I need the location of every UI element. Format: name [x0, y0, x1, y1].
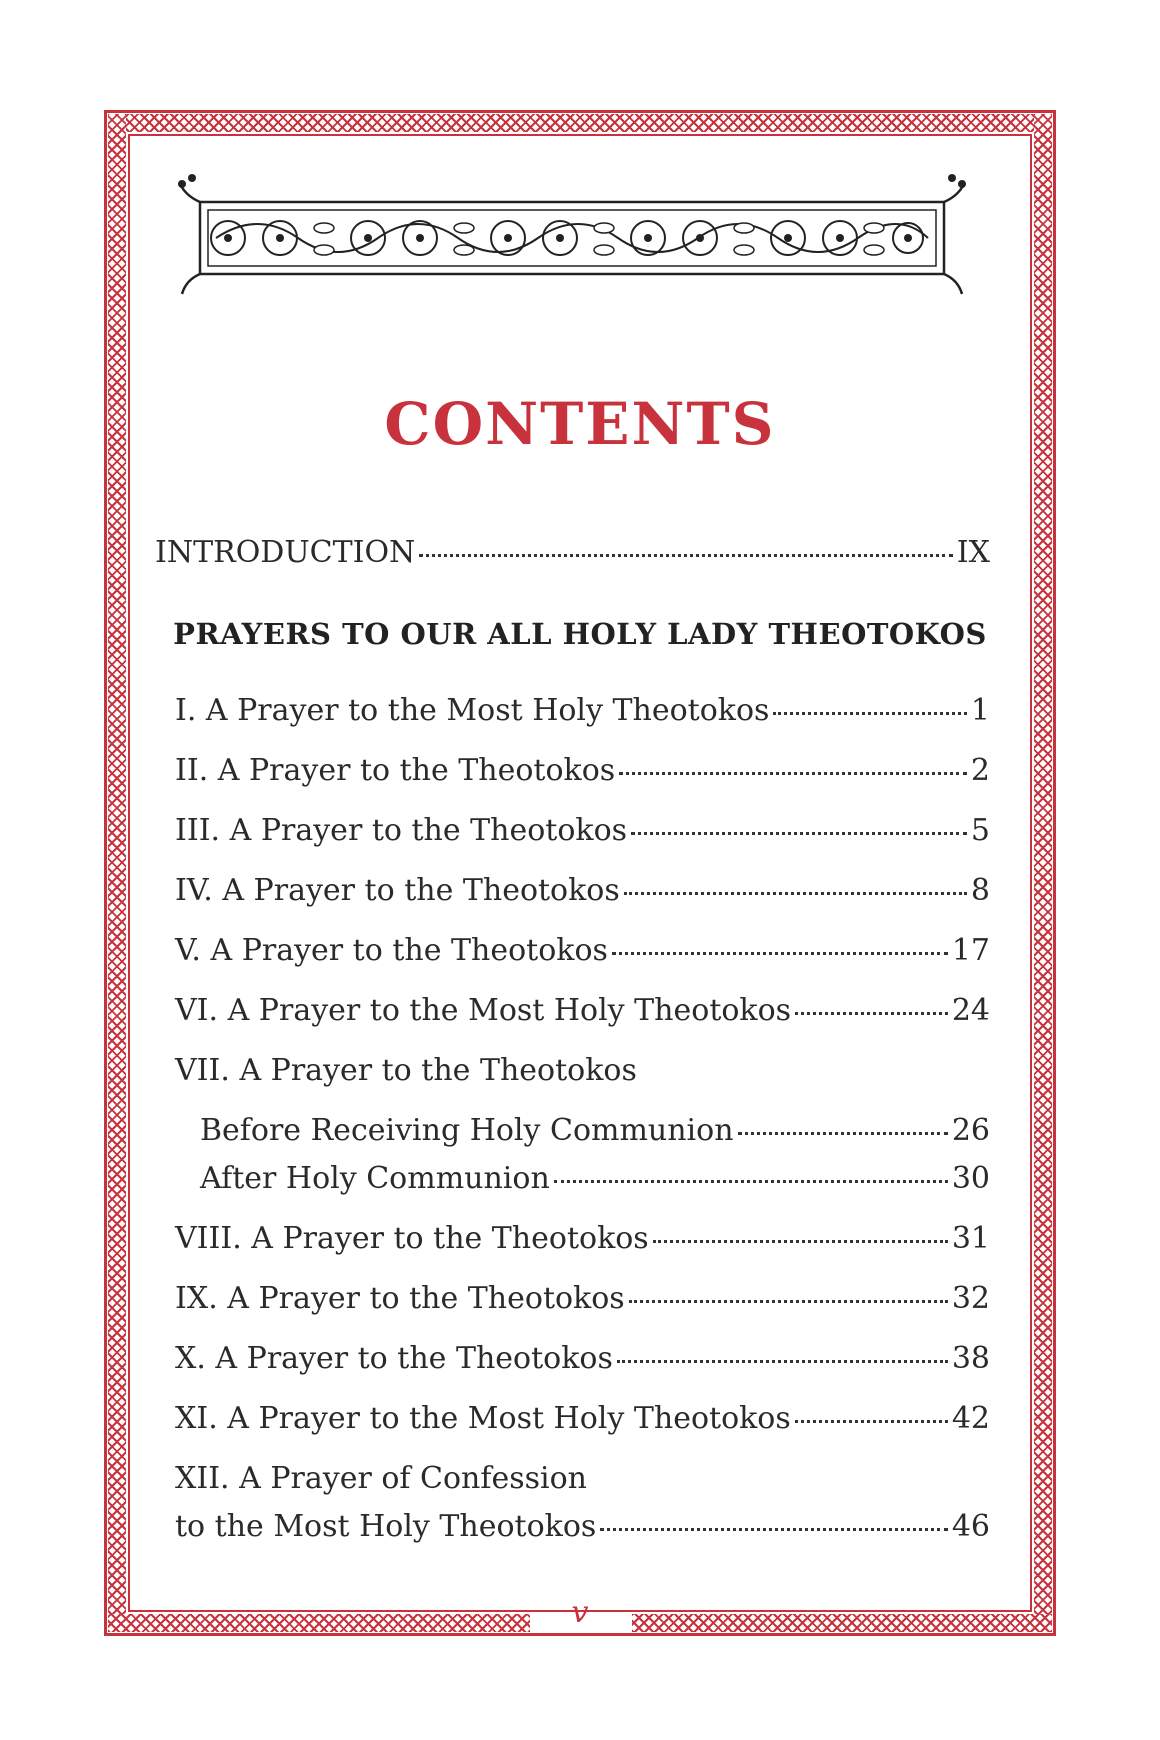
toc-entry-label: I. A Prayer to the Most Holy Theotokos [175, 693, 770, 728]
dot-leader [738, 1132, 948, 1135]
toc-entry-page: 46 [951, 1509, 990, 1544]
toc-entry-page: IX [956, 535, 990, 570]
toc-entry-label: II. A Prayer to the Theotokos [175, 753, 616, 788]
toc-entry-page: 42 [951, 1401, 990, 1436]
toc-entry[interactable] [175, 1221, 990, 1256]
toc-entry-label: X. A Prayer to the Theotokos [175, 1341, 613, 1376]
dot-leader [612, 952, 948, 955]
toc-entry[interactable] [175, 1281, 990, 1316]
toc-entry-page: 8 [970, 873, 990, 908]
toc-entry-introduction[interactable] [155, 535, 990, 570]
dot-leader [773, 712, 967, 715]
toc-entry[interactable] [175, 993, 990, 1028]
toc-entry-label: IX. A Prayer to the Theotokos [175, 1281, 625, 1316]
toc-entry-label: After Holy Communion [200, 1161, 550, 1196]
toc-entry-xii[interactable] [175, 1509, 990, 1544]
toc-entry-page: 5 [970, 813, 990, 848]
toc-entry-vii-heading: VII. A Prayer to the Theotokos [175, 1053, 637, 1088]
toc-entry-label: VI. A Prayer to the Most Holy Theotokos [175, 993, 792, 1028]
toc-entry[interactable] [175, 1341, 990, 1376]
toc-entry-label: INTRODUCTION [155, 535, 416, 570]
toc-entry[interactable] [175, 873, 990, 908]
toc-entry-page: 30 [951, 1161, 990, 1196]
toc-entry[interactable] [175, 1401, 990, 1436]
toc-entry-label: VIII. A Prayer to the Theotokos [175, 1221, 649, 1256]
dot-leader [631, 832, 967, 835]
dot-leader [795, 1420, 948, 1423]
frame-border-top [108, 114, 1052, 132]
section-heading: PRAYERS TO OUR ALL HOLY LADY THEOTOKOS [173, 617, 987, 651]
toc-entry-label: IV. A Prayer to the Theotokos [175, 873, 620, 908]
frame-border-right [1034, 114, 1052, 1632]
toc-subentry[interactable] [200, 1113, 990, 1148]
dot-leader [624, 892, 967, 895]
dot-leader [554, 1180, 948, 1183]
toc-entry-xii-line1: XII. A Prayer of Confession [175, 1461, 587, 1496]
dot-leader [619, 772, 967, 775]
toc-entry[interactable] [175, 813, 990, 848]
toc-entry-label: V. A Prayer to the Theotokos [175, 933, 608, 968]
toc-entry-page: 26 [951, 1113, 990, 1148]
toc-entry-label: XI. A Prayer to the Most Holy Theotokos [175, 1401, 791, 1436]
floral-ornament-banner [168, 170, 976, 310]
toc-entry[interactable] [175, 693, 990, 728]
toc-entry-page: 2 [970, 753, 990, 788]
dot-leader [419, 554, 952, 557]
toc-entry-label: Before Receiving Holy Communion [200, 1113, 734, 1148]
toc-entry[interactable] [175, 933, 990, 968]
page-number: v [571, 1595, 589, 1630]
dot-leader [600, 1528, 948, 1531]
toc-entry[interactable] [175, 753, 990, 788]
frame-border-left [108, 114, 126, 1632]
dot-leader [617, 1360, 948, 1363]
dot-leader [653, 1240, 948, 1243]
toc-entry-page: 24 [951, 993, 990, 1028]
toc-entry-page: 38 [951, 1341, 990, 1376]
toc-entry-label: to the Most Holy Theotokos [175, 1509, 597, 1544]
page-title: CONTENTS [384, 390, 776, 458]
toc-entry-label: III. A Prayer to the Theotokos [175, 813, 628, 848]
toc-entry-page: 17 [951, 933, 990, 968]
dot-leader [795, 1012, 948, 1015]
toc-subentry[interactable] [200, 1161, 990, 1196]
toc-entry-page: 1 [970, 693, 990, 728]
toc-entry-page: 31 [951, 1221, 990, 1256]
dot-leader [629, 1300, 948, 1303]
toc-entry-page: 32 [951, 1281, 990, 1316]
